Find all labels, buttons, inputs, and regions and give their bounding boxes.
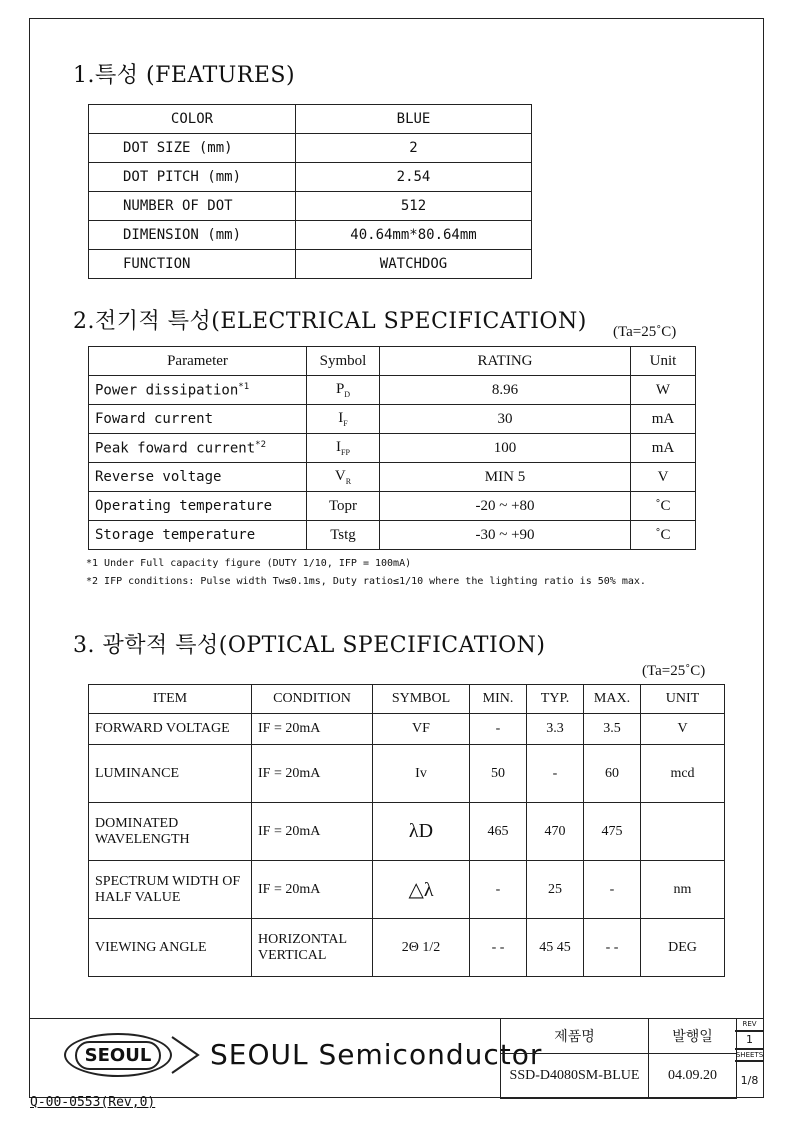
column-header: TYP.: [527, 685, 584, 714]
date-label: 발행일: [649, 1019, 737, 1054]
column-header: ITEM: [89, 685, 252, 714]
parameter-cell: [89, 405, 307, 434]
column-header: MAX.: [584, 685, 641, 714]
unit-cell: V: [631, 463, 696, 492]
table-row: [89, 163, 532, 192]
table-row: [89, 105, 532, 134]
unit-cell: ˚C: [631, 521, 696, 550]
parameter-name: Operating temperature: [95, 498, 273, 514]
symbol-subscript: F: [343, 419, 348, 428]
parameter-name: Reverse voltage: [95, 469, 222, 485]
footnote-mark: *2: [255, 439, 266, 450]
feature-value: 40.64mm*80.64mm: [296, 221, 532, 250]
table-row: [89, 803, 725, 861]
unit-cell: ˚C: [631, 492, 696, 521]
column-header: Parameter: [89, 347, 307, 376]
parameter-cell: [89, 463, 307, 492]
rating-cell: 100: [380, 434, 631, 463]
company-logo: SEOUL: [64, 1033, 172, 1077]
optical-sym-cell: λD: [373, 803, 470, 861]
symbol: P: [335, 381, 345, 397]
symbol-cell: [307, 463, 380, 492]
company-name: SEOUL Semiconductor: [210, 1038, 543, 1071]
optical-item-cell: SPECTRUM WIDTH OF HALF VALUE: [89, 861, 252, 919]
rev-label: REV: [735, 1018, 764, 1031]
symbol-cell: [307, 376, 380, 405]
optical-sym-cell: 2Θ 1/2: [373, 919, 470, 977]
features-heading: 1.특성 (FEATURES): [73, 63, 296, 88]
table-row: [89, 919, 725, 977]
optical-typ-cell: 25: [527, 861, 584, 919]
title-block: [500, 1018, 737, 1099]
optical-unit-cell: nm: [641, 861, 725, 919]
feature-value: 2: [296, 134, 532, 163]
symbol-subscript: FP: [341, 448, 350, 457]
parameter-cell: [89, 521, 307, 550]
table-row: [89, 521, 696, 550]
optical-cond-cell: IF = 20mA: [252, 861, 373, 919]
unit-cell: mA: [631, 405, 696, 434]
optical-item-cell: LUMINANCE: [89, 745, 252, 803]
table-row: [89, 463, 696, 492]
optical-item-cell: FORWARD VOLTAGE: [89, 714, 252, 745]
optical-heading: 3. 광학적 특성(OPTICAL SPECIFICATION): [73, 633, 546, 658]
feature-value: BLUE: [296, 105, 532, 134]
optical-min-cell: -: [470, 861, 527, 919]
parameter-name: Foward current: [95, 411, 214, 427]
column-header: CONDITION: [252, 685, 373, 714]
table-row: [89, 405, 696, 434]
column-header: Symbol: [307, 347, 380, 376]
feature-name: DOT PITCH (mm): [89, 163, 296, 192]
table-row: [89, 745, 725, 803]
table-row: [89, 434, 696, 463]
parameter-name: Storage temperature: [95, 527, 256, 543]
electrical-heading: 2.전기적 특성(ELECTRICAL SPECIFICATION): [73, 309, 587, 334]
optical-cond-cell: IF = 20mA: [252, 714, 373, 745]
footnote-mark: *1: [238, 381, 250, 392]
feature-name: DIMENSION (mm): [89, 221, 296, 250]
rating-cell: -20 ~ +80: [380, 492, 631, 521]
optical-typ-cell: 470: [527, 803, 584, 861]
column-header: Unit: [631, 347, 696, 376]
parameter-name: Peak foward current: [95, 440, 256, 457]
table-header-row: [89, 347, 696, 376]
issue-date: 04.09.20: [649, 1054, 737, 1099]
table-row: [89, 376, 696, 405]
symbol-cell: [307, 434, 380, 463]
optical-typ-cell: -: [527, 745, 584, 803]
optical-typ-cell: 3.3: [527, 714, 584, 745]
column-header: SYMBOL: [373, 685, 470, 714]
sheets-label: SHEETS: [735, 1051, 764, 1059]
column-header: UNIT: [641, 685, 725, 714]
table-row: [89, 221, 532, 250]
optical-condition: (Ta=25˚C): [642, 663, 706, 679]
electrical-condition: (Ta=25˚C): [613, 324, 677, 340]
product-code: SSD-D4080SM-BLUE: [501, 1054, 649, 1099]
symbol: I: [336, 439, 342, 455]
rating-cell: -30 ~ +90: [380, 521, 631, 550]
feature-name: FUNCTION: [89, 250, 296, 279]
symbol-subscript: D: [344, 390, 351, 399]
sheets-value: 1/8: [735, 1061, 764, 1100]
rev-value: 1: [735, 1031, 764, 1049]
optical-unit-cell: mcd: [641, 745, 725, 803]
optical-sym-cell: VF: [373, 714, 470, 745]
electrical-note-2: *2 IFP conditions: Pulse width Tw≤0.1ms, Duty ratio≤1/10 where the lighting ratio is 50% max.: [86, 576, 646, 587]
symbol: Tstg: [330, 526, 356, 543]
electrical-table: [88, 346, 696, 550]
rating-cell: 30: [380, 405, 631, 434]
optical-item-cell: DOMINATED WAVELENGTH: [89, 803, 252, 861]
column-header: RATING: [380, 347, 631, 376]
optical-max-cell: -: [584, 861, 641, 919]
parameter-name: Power dissipation: [95, 382, 239, 399]
parameter-cell: [89, 492, 307, 521]
optical-unit-cell: [641, 803, 725, 861]
symbol-cell: [307, 521, 380, 550]
symbol: Topr: [328, 497, 358, 514]
symbol-cell: [307, 492, 380, 521]
symbol-cell: [307, 405, 380, 434]
optical-max-cell: 475: [584, 803, 641, 861]
feature-value: WATCHDOG: [296, 250, 532, 279]
product-label: 제품명: [501, 1019, 649, 1054]
features-table: [88, 104, 532, 279]
optical-sym-cell: △λ: [373, 861, 470, 919]
optical-unit-cell: V: [641, 714, 725, 745]
optical-unit-cell: DEG: [641, 919, 725, 977]
symbol-subscript: R: [345, 477, 352, 486]
feature-name: DOT SIZE (mm): [89, 134, 296, 163]
optical-min-cell: -: [470, 714, 527, 745]
optical-cond-cell: IF = 20mA: [252, 745, 373, 803]
table-row: [89, 134, 532, 163]
electrical-note-1: *1 Under Full capacity figure (DUTY 1/10, IFP = 100mA): [86, 558, 412, 569]
feature-value: 2.54: [296, 163, 532, 192]
parameter-cell: [89, 376, 307, 405]
optical-max-cell: - -: [584, 919, 641, 977]
revision-box: [735, 1018, 764, 1098]
table-row: [89, 192, 532, 221]
feature-name: COLOR: [89, 105, 296, 134]
table-row: [89, 492, 696, 521]
table-row: [89, 714, 725, 745]
parameter-cell: [89, 434, 307, 463]
table-header-row: [89, 685, 725, 714]
optical-cond-cell: IF = 20mA: [252, 803, 373, 861]
optical-max-cell: 3.5: [584, 714, 641, 745]
optical-item-cell: VIEWING ANGLE: [89, 919, 252, 977]
optical-max-cell: 60: [584, 745, 641, 803]
feature-value: 512: [296, 192, 532, 221]
optical-cond-cell: HORIZONTAL VERTICAL: [252, 919, 373, 977]
table-row: [89, 250, 532, 279]
optical-min-cell: - -: [470, 919, 527, 977]
unit-cell: mA: [631, 434, 696, 463]
unit-cell: W: [631, 376, 696, 405]
logo-arrow-icon: [170, 1033, 200, 1077]
optical-min-cell: 465: [470, 803, 527, 861]
optical-min-cell: 50: [470, 745, 527, 803]
rating-cell: MIN 5: [380, 463, 631, 492]
rating-cell: 8.96: [380, 376, 631, 405]
column-header: MIN.: [470, 685, 527, 714]
optical-sym-cell: Iv: [373, 745, 470, 803]
symbol: I: [338, 410, 344, 426]
feature-name: NUMBER OF DOT: [89, 192, 296, 221]
document-code: Q-00-0553(Rev,0): [30, 1095, 156, 1110]
optical-table: [88, 684, 725, 977]
table-row: [89, 861, 725, 919]
symbol: V: [334, 468, 346, 484]
optical-typ-cell: 45 45: [527, 919, 584, 977]
